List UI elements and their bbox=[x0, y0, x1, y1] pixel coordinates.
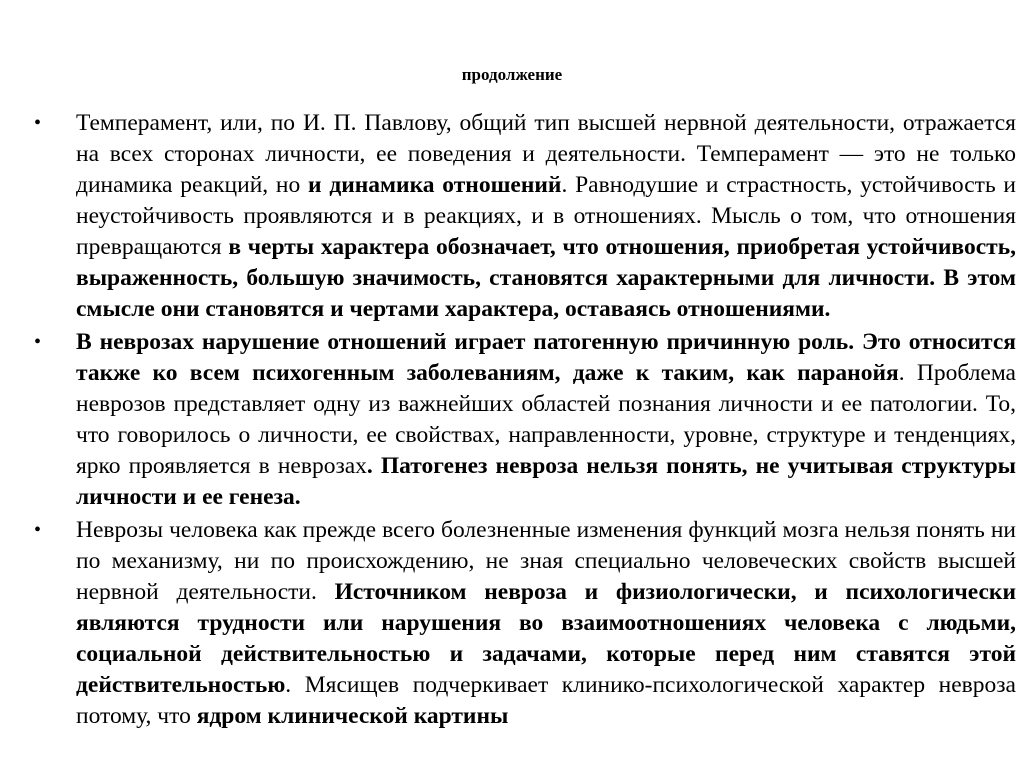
text-segment: Темперамент, или, по И. П. Павлову, общий тип высшей нервной деятельности, отражается на всех сторонах личности, ее поведения и деятельности. Темперамент — это не только динамика реакций, но bbox=[76, 110, 1016, 198]
text-segment: Неврозы человека как прежде всего болезненные изменения функций мозга нельзя понять ни по механизму, ни по происхождению, не зная специально человеческих свойств высшей нервной деятельности. bbox=[76, 517, 1016, 605]
text-segment-bold: . Патогенез невроза нельзя понять, не учитывая структуры личности и ее генеза. bbox=[76, 453, 1017, 510]
text-segment-bold: В неврозах нарушение отношений играет патогенную причинную роль. Это относится также ко всем психогенным заболеваниям, даже к таким, как паранойя bbox=[76, 329, 1016, 386]
bullet-item-2 bbox=[0, 327, 1024, 513]
bullet-icon: • bbox=[34, 331, 42, 353]
bullet-icon: • bbox=[34, 112, 42, 134]
bullet-icon: • bbox=[34, 519, 42, 541]
text-segment-bold: Источником невроза и физиологически, и психологически являются трудности или нарушения во взаимоотношениях человека с людьми, социальной действительностью и задачами, которые перед ним ставятся этой действительностью bbox=[76, 579, 1016, 698]
bullet-text-3 bbox=[76, 515, 1016, 732]
text-segment-bold: и динамика отношений bbox=[308, 172, 562, 198]
bullet-text-1 bbox=[76, 108, 1016, 325]
text-segment: . Мясищев подчеркивает клинико-психологической характер невроза потому, что bbox=[76, 672, 1016, 729]
text-segment: . Проблема неврозов представляет одну из важнейших областей познания личности и ее патологии. То, что говорилось о личности, ее свойствах, направленности, уровне, структуре и тенденциях, ярко проявляется в неврозах bbox=[76, 360, 1016, 479]
bullet-item-1 bbox=[0, 108, 1024, 325]
slide-title: продолжение bbox=[461, 65, 563, 84]
text-segment-bold: ядром клинической картины bbox=[196, 703, 509, 729]
text-segment: . Равнодушие и страстность, устойчивость и неустойчивость проявляются и в реакциях, и в отношениях. Мысль о том, что отношения превращаются bbox=[76, 172, 1016, 260]
text-segment-bold: в черты характера обозначает, что отношения, приобретая устойчивость, выраженность, большую значимость, становятся характерными для личности. В этом смысле они становятся и чертами характера, оставаясь отношениями. bbox=[76, 234, 1016, 322]
bullet-item-3 bbox=[0, 515, 1024, 732]
bullet-list bbox=[0, 108, 1024, 734]
bullet-text-2 bbox=[76, 327, 1016, 513]
